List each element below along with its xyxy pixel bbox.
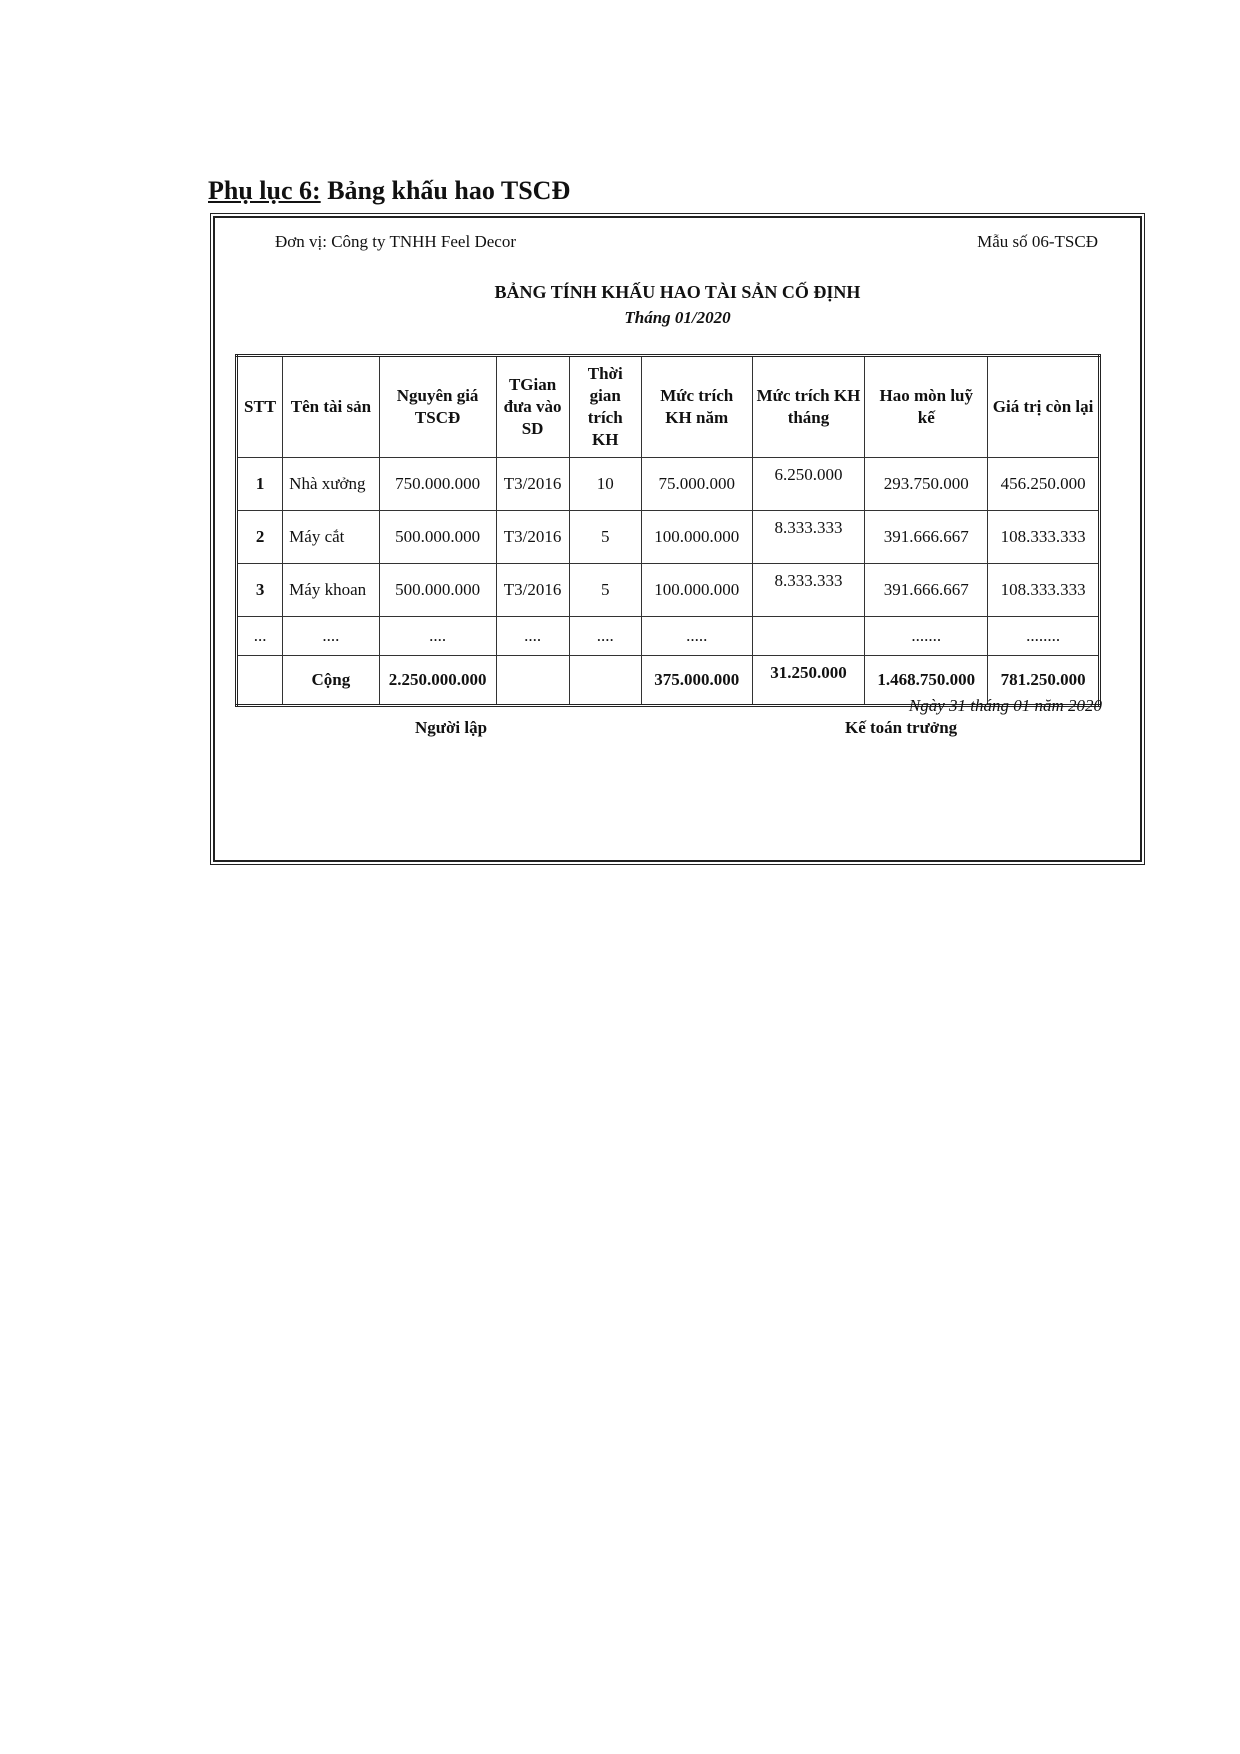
- cell-name: Máy cắt: [283, 511, 379, 564]
- cell-remaining: 456.250.000: [988, 458, 1100, 511]
- cell-start: [496, 656, 569, 706]
- cell-accum: .......: [865, 617, 988, 656]
- cell-cost: 500.000.000: [379, 564, 496, 617]
- total-accum: 1.468.750.000: [865, 656, 988, 706]
- preparer-label: Người lập: [415, 718, 488, 737]
- cell-remaining: 108.333.333: [988, 564, 1100, 617]
- cell-start: T3/2016: [496, 511, 569, 564]
- cell-annual: 75.000.000: [641, 458, 752, 511]
- document-title: BẢNG TÍNH KHẤU HAO TÀI SẢN CỐ ĐỊNH: [494, 282, 861, 302]
- cell-period: 10: [569, 458, 641, 511]
- cell-stt: 3: [237, 564, 283, 617]
- cell-accum: 391.666.667: [865, 511, 988, 564]
- cell-period: ....: [569, 617, 641, 656]
- total-remaining: 781.250.000: [988, 656, 1100, 706]
- cell-start: ....: [496, 617, 569, 656]
- depreciation-table: [235, 354, 1101, 707]
- table-row: [237, 511, 1100, 564]
- total-annual: 375.000.000: [641, 656, 752, 706]
- cell-monthly: [752, 617, 865, 656]
- header-cost: Nguyên giá TSCĐ: [379, 356, 496, 458]
- cell-cost: 750.000.000: [379, 458, 496, 511]
- header-period: Thời gian trích KH: [569, 356, 641, 458]
- cell-stt: 2: [237, 511, 283, 564]
- cell-monthly: 6.250.000: [752, 458, 865, 511]
- cell-start: T3/2016: [496, 458, 569, 511]
- cell-period: 5: [569, 564, 641, 617]
- table-row: [237, 564, 1100, 617]
- cell-accum: 391.666.667: [865, 564, 988, 617]
- total-monthly: 31.250.000: [752, 656, 865, 706]
- header-name: Tên tài sản: [283, 356, 379, 458]
- cell-remaining: 108.333.333: [988, 511, 1100, 564]
- total-cost: 2.250.000.000: [379, 656, 496, 706]
- cell-annual: 100.000.000: [641, 564, 752, 617]
- appendix-prefix: Phụ lục 6:: [208, 176, 321, 205]
- ellipsis-row: [237, 617, 1100, 656]
- cell-remaining: ........: [988, 617, 1100, 656]
- appendix-heading: [208, 176, 570, 206]
- unit-name: Đơn vị: Công ty TNHH Feel Decor: [275, 232, 516, 251]
- cell-period: [569, 656, 641, 706]
- cell-name: Nhà xưởng: [283, 458, 379, 511]
- appendix-title: Bảng khấu hao TSCĐ: [320, 176, 571, 205]
- cell-period: 5: [569, 511, 641, 564]
- header-remaining: Giá trị còn lại: [988, 356, 1100, 458]
- header-annual: Mức trích KH năm: [641, 356, 752, 458]
- cell-accum: 293.750.000: [865, 458, 988, 511]
- cell-stt: [237, 656, 283, 706]
- header-stt: STT: [237, 356, 283, 458]
- signing-date: Ngày 31 tháng 01 năm 2020: [908, 696, 1102, 715]
- document-frame: [213, 216, 1142, 862]
- cell-stt: 1: [237, 458, 283, 511]
- total-label: Cộng: [283, 656, 379, 706]
- form-number: Mẫu số 06-TSCĐ: [977, 232, 1098, 251]
- cell-monthly: 8.333.333: [752, 511, 865, 564]
- header-row: [237, 356, 1100, 458]
- header-start: TGian đưa vào SD: [496, 356, 569, 458]
- header-accum: Hao mòn luỹ kế: [865, 356, 988, 458]
- table-row: [237, 458, 1100, 511]
- header-monthly: Mức trích KH tháng: [752, 356, 865, 458]
- cell-cost: ....: [379, 617, 496, 656]
- cell-name: ....: [283, 617, 379, 656]
- chief-accountant-label: Kế toán trưởng: [845, 718, 958, 737]
- cell-annual: .....: [641, 617, 752, 656]
- cell-stt: ...: [237, 617, 283, 656]
- cell-monthly: 8.333.333: [752, 564, 865, 617]
- cell-name: Máy khoan: [283, 564, 379, 617]
- cell-annual: 100.000.000: [641, 511, 752, 564]
- cell-start: T3/2016: [496, 564, 569, 617]
- document-subtitle: Tháng 01/2020: [624, 308, 731, 327]
- cell-cost: 500.000.000: [379, 511, 496, 564]
